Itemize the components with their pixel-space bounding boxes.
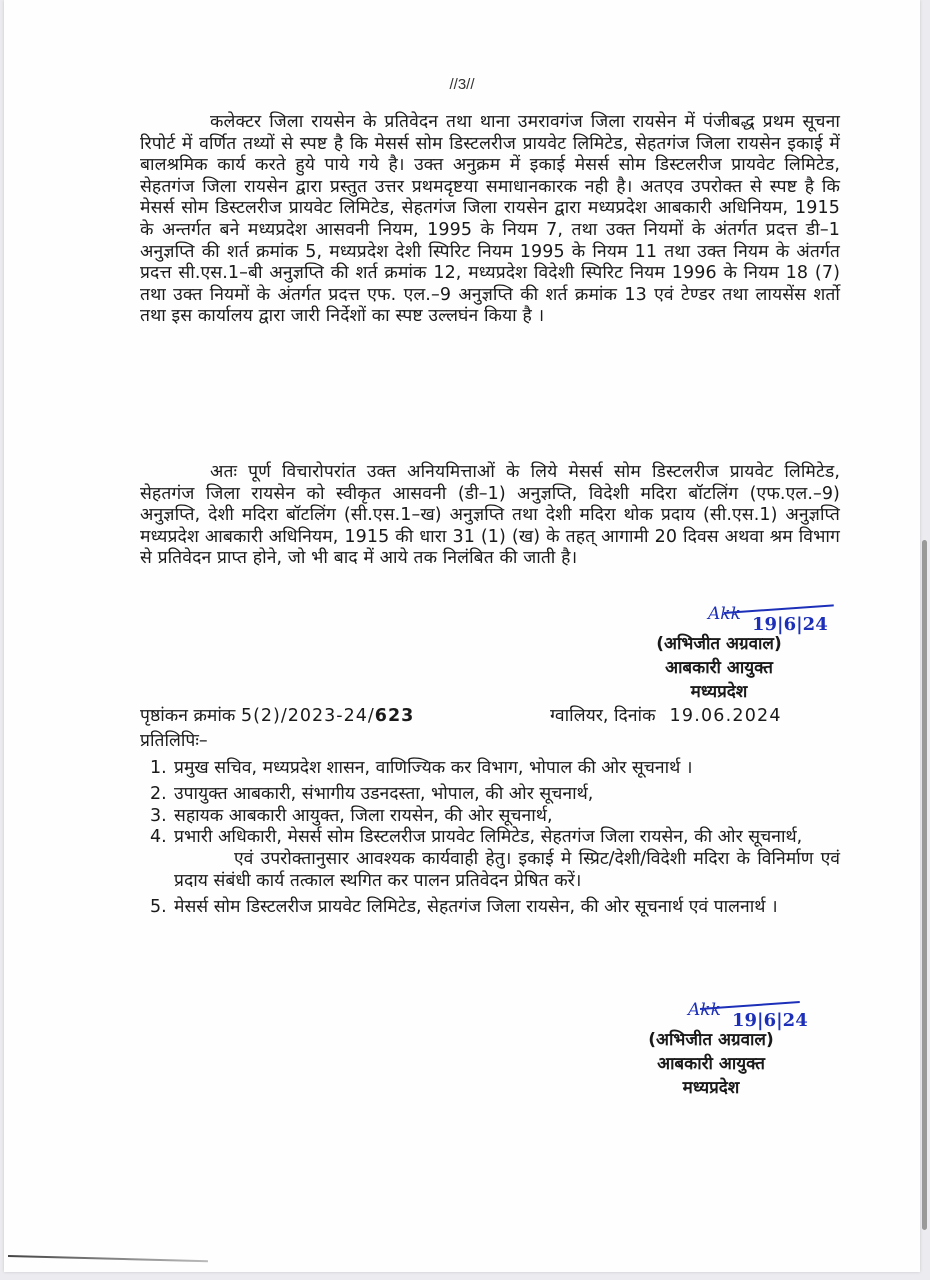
endorsement-label: पृष्ठांकन क्रमांक (140, 706, 236, 726)
item-number: 5. (150, 896, 167, 917)
endorsement-number-prefix: 5(2)/2023-24/ (240, 706, 375, 726)
page-edge-shadow (8, 1255, 208, 1262)
body-paragraph-2 (140, 462, 840, 570)
copy-to-item (150, 897, 840, 919)
copy-to-label: प्रतिलिपिः– (140, 731, 208, 751)
signatory-name: (अभिजीत अग्रवाल) (656, 634, 782, 654)
body-paragraph-1 (140, 112, 840, 328)
signature-date: 19|6|24 (752, 614, 828, 635)
signature-initials: Akk (688, 1000, 721, 1020)
signature-date: 19|6|24 (732, 1010, 808, 1031)
item-text: मेसर्स सोम डिस्टलरीज प्रायवेट लिमिटेड, सेहतगंज जिला रायसेन, की ओर सूचनार्थ एवं पालनार्थ । (174, 896, 778, 917)
endorsement-line (140, 706, 830, 728)
paragraph-text: अतः पूर्ण विचारोपरांत उक्त अनियमित्ताओं के लिये मेसर्स सोम डिस्टलरीज प्रायवेट लिमिटेड, सेहतगंज जिला रायसेन को स्वीकृत आसवनी (डी–1) अनुज्ञप्ति, विदेशी मदिरा बॉटलिंग (एफ.एल.–9) अनुज्ञप्ति, देशी मदिरा बॉटलिंग (सी.एस.1–ख) अनुज्ञप्ति तथा देशी मदिरा थोक प्रदाय (सी.एस.1) अनुज्ञप्ति मध्यप्रदेश आबकारी अधिनियम, 1915 की धारा 31 (1) (ख) के तहत् आगामी 20 दिवस अथवा श्रम विभाग से प्रतिवेदन प्राप्त होने, जो भी बाद में आये तक निलंबित की जाती है। (140, 462, 840, 569)
copy-to-item (150, 827, 840, 892)
signature-block-1 (624, 632, 814, 704)
document-viewer (4, 0, 920, 1272)
item-text: प्रभारी अधिकारी, मेसर्स सोम डिस्टलरीज प्रायवेट लिमिटेड, सेहतगंज जिला रायसेन, की ओर सूचनार्थ, (174, 827, 803, 848)
signatory-state: मध्यप्रदेश (682, 1078, 740, 1098)
item-subtext: एवं उपरोक्तानुसार आवश्यक कार्यवाही हेतु। इकाई मे स्प्रिट/देशी/विदेशी मदिरा के विनिर्माण एवं प्रदाय संबंधी कार्य तत्काल स्थगित कर पालन प्रतिवेदन प्रेषित करें। (174, 849, 840, 891)
signature-initials: Akk (708, 604, 741, 624)
item-number: 3. (150, 805, 167, 826)
signatory-state: मध्यप्रदेश (690, 682, 748, 702)
endorsement-date: 19.06.2024 (669, 706, 782, 726)
copy-to-item (150, 806, 840, 828)
signature-block-2 (616, 1028, 806, 1100)
scrollbar-thumb[interactable] (922, 540, 927, 1230)
endorsement-number (241, 706, 414, 726)
place-label: ग्वालियर, दिनांक (550, 706, 656, 726)
endorsement-number-bold: 623 (374, 706, 415, 726)
item-text: प्रमुख सचिव, मध्यप्रदेश शासन, वाणिज्यिक कर विभाग, भोपाल की ओर सूचनार्थ । (174, 758, 693, 778)
item-text: उपायुक्त आबकारी, संभागीय उडनदस्ता, भोपाल, की ओर सूचनार्थ, (174, 783, 594, 804)
signatory-name: (अभिजीत अग्रवाल) (648, 1030, 774, 1050)
copy-to-item (150, 784, 840, 806)
document-page (4, 0, 920, 1272)
paragraph-text: कलेक्टर जिला रायसेन के प्रतिवेदन तथा थाना उमरावगंज जिला रायसेन में पंजीबद्ध प्रथम सूचना रिपोर्ट में वर्णित तथ्यों से स्पष्ट है कि मेसर्स सोम डिस्टलरीज प्रायवेट लिमिटेड, सेहतगंज जिला रायसेन इकाई में बालश्रमिक कार्य करते हुये पाये गये है। उक्त अनुक्रम में इकाई मेसर्स सोम डिस्टलरीज प्रायवेट लिमिटेड, सेहतगंज जिला रायसेन द्वारा प्रस्तुत उत्तर प्रथमदृष्टया समाधानकारक नही है। अतएव उपरोक्त से स्पष्ट है कि मेसर्स सोम डिस्टलरीज प्रायवेट लिमिटेड, सेहतगंज जिला रायसेन द्वारा मध्यप्रदेश आबकारी अधिनियम, 1915 के अन्तर्गत बने मध्यप्रदेश आसवनी नियम, 1995 के नियम 7, तथा उक्त नियमों के अंतर्गत प्रदत्त डी–1 अनुज्ञप्ति की शर्त क्रमांक 5, मध्यप्रदेश देशी स्पिरिट नियम 1995 के नियम 11 तथा उक्त नियम के अंतर्गत प्रदत्त सी.एस.1–बी अनुज्ञप्ति की शर्त क्रमांक 12, मध्यप्रदेश विदेशी स्पिरिट नियम 1996 के नियम 18 (7) तथा उक्त नियमों के अंतर्गत प्रदत्त एफ. एल.–9 अनुज्ञप्ति की शर्त क्रमांक 13 एवं टेण्डर तथा लायसेंस शर्तो तथा इस कार्यालय द्वारा जारी निर्देशों का स्पष्ट उल्लघंन किया है । (140, 112, 840, 327)
page-number: //3// (449, 76, 475, 93)
item-number: 4. (150, 827, 167, 848)
item-text: सहायक आबकारी आयुक्त, जिला रायसेन, की ओर सूचनार्थ, (174, 805, 553, 826)
copy-to-list (150, 758, 840, 919)
signatory-designation: आबकारी आयुक्त (657, 1054, 765, 1074)
endorsement-place-date (550, 706, 782, 728)
signatory-designation: आबकारी आयुक्त (665, 658, 773, 678)
item-number: 1. (150, 758, 167, 778)
item-number: 2. (150, 783, 167, 804)
copy-to-item (150, 758, 840, 780)
